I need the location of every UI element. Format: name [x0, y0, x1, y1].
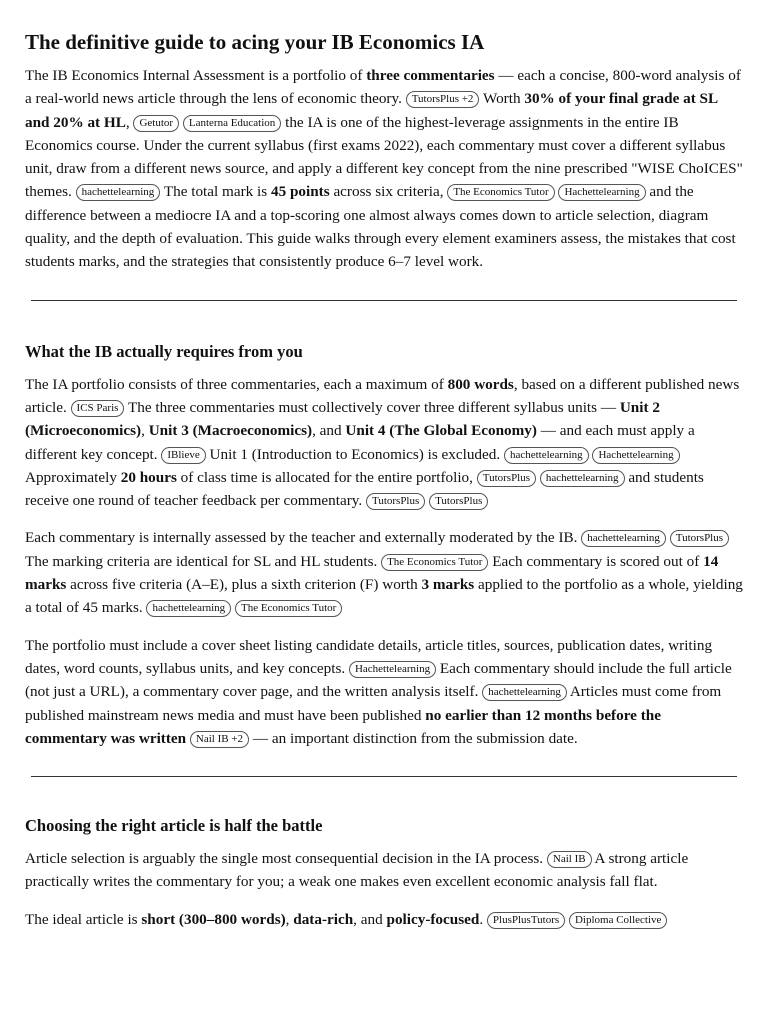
citation-chip[interactable]: Lanterna Education: [183, 115, 281, 132]
citation-chip[interactable]: hachettelearning: [76, 184, 161, 201]
citation-chip[interactable]: IBlieve: [161, 447, 205, 464]
citation-chip[interactable]: Nail IB +2: [190, 731, 249, 748]
citation-chip[interactable]: hachettelearning: [146, 600, 231, 617]
citation-chip[interactable]: The Economics Tutor: [235, 600, 342, 617]
citation-chip[interactable]: The Economics Tutor: [447, 184, 554, 201]
citation-chip[interactable]: TutorsPlus: [477, 470, 536, 487]
citation-chip[interactable]: hachettelearning: [540, 470, 625, 487]
citation-chip[interactable]: The Economics Tutor: [381, 554, 488, 571]
citation-chip[interactable]: TutorsPlus: [366, 493, 425, 510]
intro-paragraph: The IB Economics Internal Assessment is a portfolio of three commentaries — each a concise, 800-word analysis of a real-world news article through the lens of economic theory. TutorsPlus +2 Worth 30% of your final grade at SL and 20% at HL, Getutor Lanterna Education the IA is one of the highest-leverage assignments in the entire IB Economics course. Under the current syllabus (first exams 2022), each commentary must cover a different syllabus unit, draw from a different news source, and apply a different key concept from the nine prescribed "WISE ChoICES" themes. hachettelearning The total mark is 45 points across six criteria, The Economics Tutor Hachettelearning and the difference between a mediocre IA and a top-scoring one almost always comes down to article selection, diagram quality, and the depth of evaluation. This guide walks through every element examiners assess, the mistakes that cost students marks, and the strategies that consistently produce 6–7 level work.: [25, 67, 743, 271]
section-heading-article-choice: Choosing the right article is half the battle: [25, 816, 323, 836]
citation-chip[interactable]: hachettelearning: [482, 684, 567, 701]
citation-chip[interactable]: Hachettelearning: [558, 184, 645, 201]
citation-chip[interactable]: PlusPlusTutors: [487, 912, 565, 929]
paragraph: The IA portfolio consists of three commentaries, each a maximum of 800 words, based on a different published news article. ICS Paris The three commentaries must collectively cover three different syllabus units — Unit 2 (Microeconomics), Unit 3 (Macroeconomics), and Unit 4 (The Global Economy) — and each must apply a different key concept. IBlieve Unit 1 (Introduction to Economics) is excluded. hachettelearning Hachettelearning Approximately 20 hours of class time is allocated for the entire portfolio, TutorsPlus hachettelearning and students receive one round of teacher feedback per commentary. TutorsPlus TutorsPlus: [25, 375, 740, 510]
citation-chip[interactable]: TutorsPlus: [670, 530, 729, 547]
section-heading-requirements: What the IB actually requires from you: [25, 341, 303, 361]
citation-chip[interactable]: TutorsPlus: [429, 493, 488, 510]
paragraph: Each commentary is internally assessed by the teacher and externally moderated by the IB. hachettelearning TutorsPlus The marking criteria are identical for SL and HL students. The Economics Tutor Each commentary is scored out of 14 marks across five criteria (A–E), plus a sixth criterion (F) worth 3 marks applied to the portfolio as a whole, yielding a total of 45 marks. hachettelearning The Economics Tutor: [25, 529, 743, 617]
citation-chip[interactable]: Hachettelearning: [349, 661, 436, 678]
citation-chip[interactable]: Nail IB: [547, 851, 592, 868]
citation-chip[interactable]: Diploma Collective: [569, 912, 667, 929]
paragraph: The ideal article is short (300–800 words), data-rich, and policy-focused. PlusPlusTutors Diploma Collective: [25, 908, 743, 931]
citation-chip[interactable]: TutorsPlus +2: [406, 91, 480, 108]
paragraph: Article selection is arguably the single most consequential decision in the IA process. Nail IB A strong article practically writes the commentary for you; a weak one makes even excellent economic analysis fall flat.: [25, 850, 689, 891]
page-title: The definitive guide to acing your IB Economics IA: [25, 30, 485, 54]
citation-chip[interactable]: Hachettelearning: [592, 447, 679, 464]
citation-chip[interactable]: Getutor: [133, 115, 179, 132]
paragraph: The portfolio must include a cover sheet listing candidate details, article titles, sources, publication dates, writing dates, word counts, syllabus units, and key concepts. Hachettelearning Each commentary should include the full article (not just a URL), a commentary cover page, and the written analysis itself. hachettelearning Articles must come from published mainstream news media and must have been published no earlier than 12 months before the commentary was written Nail IB +2 — an important distinction from the submission date.: [25, 636, 732, 747]
citation-chip[interactable]: ICS Paris: [71, 400, 125, 417]
citation-chip[interactable]: hachettelearning: [581, 530, 666, 547]
citation-chip[interactable]: hachettelearning: [504, 447, 589, 464]
